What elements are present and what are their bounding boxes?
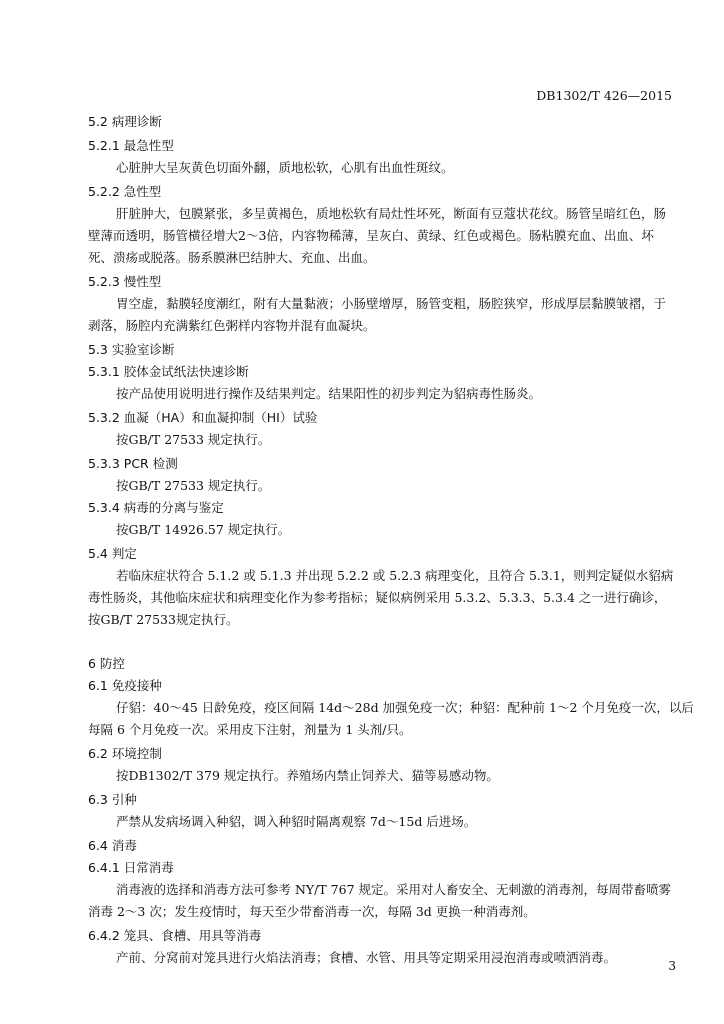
paragraph-line: 仔貂：40～45 日龄免疫，疫区间隔 14d～28d 加强免疫一次；种貂：配种前 1～2 个月免疫一次，以后: [116, 700, 694, 715]
section-heading: 6.4 消毒: [88, 838, 137, 853]
page-number: 3: [668, 959, 676, 973]
section-heading: 6.1 免疫接种: [88, 678, 162, 693]
paragraph-line: 壁薄而透明，肠管横径增大2～3倍，内容物稀薄，呈灰白、黄绿、红色或褐色。肠粘膜充血、出血、坏: [88, 228, 654, 243]
subsection-heading: 5.3.4 病毒的分离与鉴定: [88, 500, 224, 515]
subsection-heading: 5.3.2 血凝（HA）和血凝抑制（HI）试验: [88, 410, 318, 425]
chapter-heading: 6 防控: [88, 656, 125, 671]
subsection-heading: 5.2.2 急性型: [88, 184, 162, 199]
paragraph-line: 按GB/T 27533 规定执行。: [116, 432, 271, 447]
paragraph-line: 剥落，肠腔内充满紫红色粥样内容物并混有血凝块。: [88, 318, 376, 333]
paragraph-line: 按DB1302/T 379 规定执行。养殖场内禁止饲养犬、猫等易感动物。: [116, 768, 499, 783]
paragraph-line: 肝脏肿大，包膜紧张，多呈黄褐色，质地松软有局灶性坏死，断面有豆蔻状花纹。肠管呈暗红色，肠: [116, 206, 667, 221]
paragraph-line: 毒性肠炎，其他临床症状和病理变化作为参考指标；疑似病例采用 5.3.2、5.3.3、5.3.4 之一进行确诊，: [88, 590, 667, 605]
paragraph-line: 每隔 6 个月免疫一次。采用皮下注射，剂量为 1 头剂/只。: [88, 722, 412, 737]
section-heading: 5.3 实验室诊断: [88, 342, 175, 357]
subsection-heading: 5.2.3 慢性型: [88, 274, 162, 289]
paragraph-line: 胃空虚，黏膜轻度潮红，附有大量黏液；小肠壁增厚，肠管变粗，肠腔狭窄，形成厚层黏膜皱褶，于: [116, 296, 667, 311]
paragraph-line: 按GB/T 27533 规定执行。: [116, 478, 271, 493]
standard-number: DB1302/T 426—2015: [536, 88, 672, 103]
section-heading: 5.2 病理诊断: [88, 114, 162, 129]
paragraph-line: 消毒 2～3 次；发生疫情时，每天至少带畜消毒一次，每隔 3d 更换一种消毒剂。: [88, 904, 536, 919]
paragraph-line: 按GB/T 14926.57 规定执行。: [116, 522, 291, 537]
paragraph-line: 严禁从发病场调入种貂，调入种貂时隔离观察 7d～15d 后进场。: [116, 814, 477, 829]
paragraph-line: 消毒液的选择和消毒方法可参考 NY/T 767 规定。采用对人畜安全、无刺激的消毒剂，每周带畜喷雾: [116, 882, 672, 897]
subsection-heading: 5.3.3 PCR 检测: [88, 456, 178, 471]
subsection-heading: 5.2.1 最急性型: [88, 138, 174, 153]
subsection-heading: 6.4.1 日常消毒: [88, 860, 174, 875]
paragraph-line: 若临床症状符合 5.1.2 或 5.1.3 并出现 5.2.2 或 5.2.3 病理变化，且符合 5.3.1，则判定疑似水貂病: [116, 568, 674, 583]
paragraph-line: 产前、分窝前对笼具进行火焰法消毒；食槽、水管、用具等定期采用浸泡消毒或喷洒消毒。: [116, 950, 617, 965]
section-heading: 5.4 判定: [88, 546, 137, 561]
subsection-heading: 5.3.1 胶体金试纸法快速诊断: [88, 364, 249, 379]
paragraph-line: 按GB/T 27533规定执行。: [88, 612, 239, 627]
paragraph-line: 心脏肿大呈灰黄色切面外翻，质地松软，心肌有出血性斑纹。: [116, 160, 454, 175]
section-heading: 6.3 引种: [88, 792, 137, 807]
subsection-heading: 6.4.2 笼具、食槽、用具等消毒: [88, 928, 262, 943]
section-heading: 6.2 环境控制: [88, 746, 162, 761]
paragraph-line: 按产品使用说明进行操作及结果判定。结果阳性的初步判定为貂病毒性肠炎。: [116, 386, 542, 401]
paragraph-line: 死、溃疡或脱落。肠系膜淋巴结肿大、充血、出血。: [88, 250, 376, 265]
